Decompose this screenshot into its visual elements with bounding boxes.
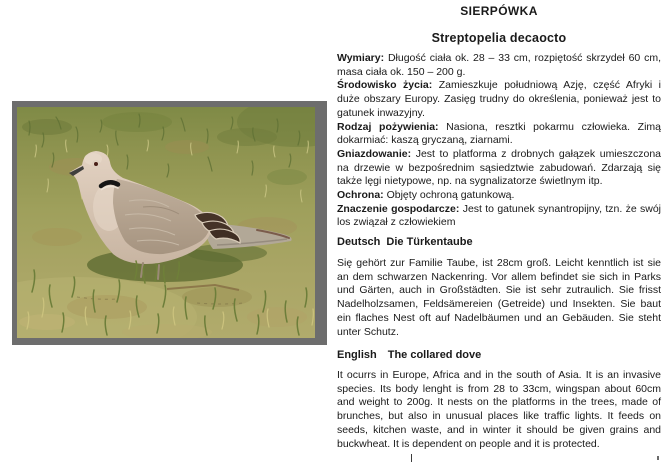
polish-item-label: Ochrona:	[337, 189, 384, 202]
polish-item-srodowisko	[337, 79, 661, 120]
polish-item-pozywienie	[337, 121, 661, 148]
polish-item-gniazdowanie	[337, 148, 661, 189]
german-description: Się gehört zur Familie Taube, ist 28cm groß. Leicht kenntlich ist sie an dem schwarzen Nackenring. Vor allem befindet sie sich in Parks und Gärten, auch in Großstädten. Sie ist sehr zutraulich. Sie frisst Nadelholzsamen, Feldsämereien (Getreide) und Insekten. Sie baut ein flaches Nest oft auf Nadelbäumen und an Gebäuden. Sie steht unter Schutz.	[337, 257, 661, 338]
stray-cursor-mark	[411, 454, 412, 462]
stray-dot-mark	[657, 456, 659, 460]
english-description: It ocurrs in Europe, Africa and in the south of Asia. It is an invasive species. Its body lenght is from 28 to 33cm, wingspan about 60cm and weight to 200g. It nests on the platforms in the trees, made of brunches, but also in unusual places like traffic lights. It feeds on seeds, kitchen waste, and in winter it should be given grains and buckwheat. It is dependent on people and it is protected.	[337, 369, 661, 450]
polish-item-ochrona	[337, 189, 661, 203]
latin-name-subtitle: Streptopelia decaocto	[431, 31, 567, 45]
polish-item-text: Długość ciała ok. 28 – 33 cm, rozpiętość skrzydeł 60 cm, masa ciała ok. 150 – 200 g.	[337, 52, 662, 78]
english-language-label: English	[337, 349, 377, 361]
polish-item-label: Środowisko życia:	[337, 79, 433, 92]
polish-item-text: Nasiona, resztki pokarmu człowieka. Zimą dokarmiać: kaszą gryczaną, ziarnami.	[337, 120, 662, 147]
polish-item-text: Jest to platforma z drobnych gałązek umieszczona na drzewie w bezpośrednim sąsiedztwie zabudowań. Zdarzają się także lęgi nietypowe, np. na sygnalizatorze świetlnym itp.	[337, 147, 662, 188]
polish-item-label: Znaczenie gospodarcze:	[337, 202, 460, 215]
english-section-heading	[337, 349, 661, 361]
dove-photo	[12, 101, 327, 345]
polish-item-znaczenie	[337, 203, 661, 230]
page-title: SIERPÓWKA	[460, 4, 538, 18]
polish-item-label: Rodzaj pożywienia:	[337, 120, 439, 133]
polish-item-label: Gniazdowanie:	[337, 147, 412, 160]
german-common-name: Die Türkentaube	[386, 236, 473, 248]
english-common-name: The collared dove	[387, 349, 482, 361]
polish-item-label: Wymiary:	[337, 52, 385, 64]
german-section-heading	[337, 236, 661, 248]
polish-item-text: Jest to gatunek synantropijny, tzn. że swój los związał z człowiekiem	[337, 202, 662, 229]
polish-item-text: Objęty ochroną gatunkową.	[386, 189, 515, 202]
polish-description	[337, 52, 661, 230]
polish-item-wymiary	[337, 52, 661, 79]
polish-item-text: Zamieszkuje południową Azję, część Afryki i duże obszary Europy. Zasięg trudny do określenia, ponieważ jest to gatunek inwazyjny.	[337, 79, 662, 119]
german-language-label: Deutsch	[337, 236, 381, 248]
